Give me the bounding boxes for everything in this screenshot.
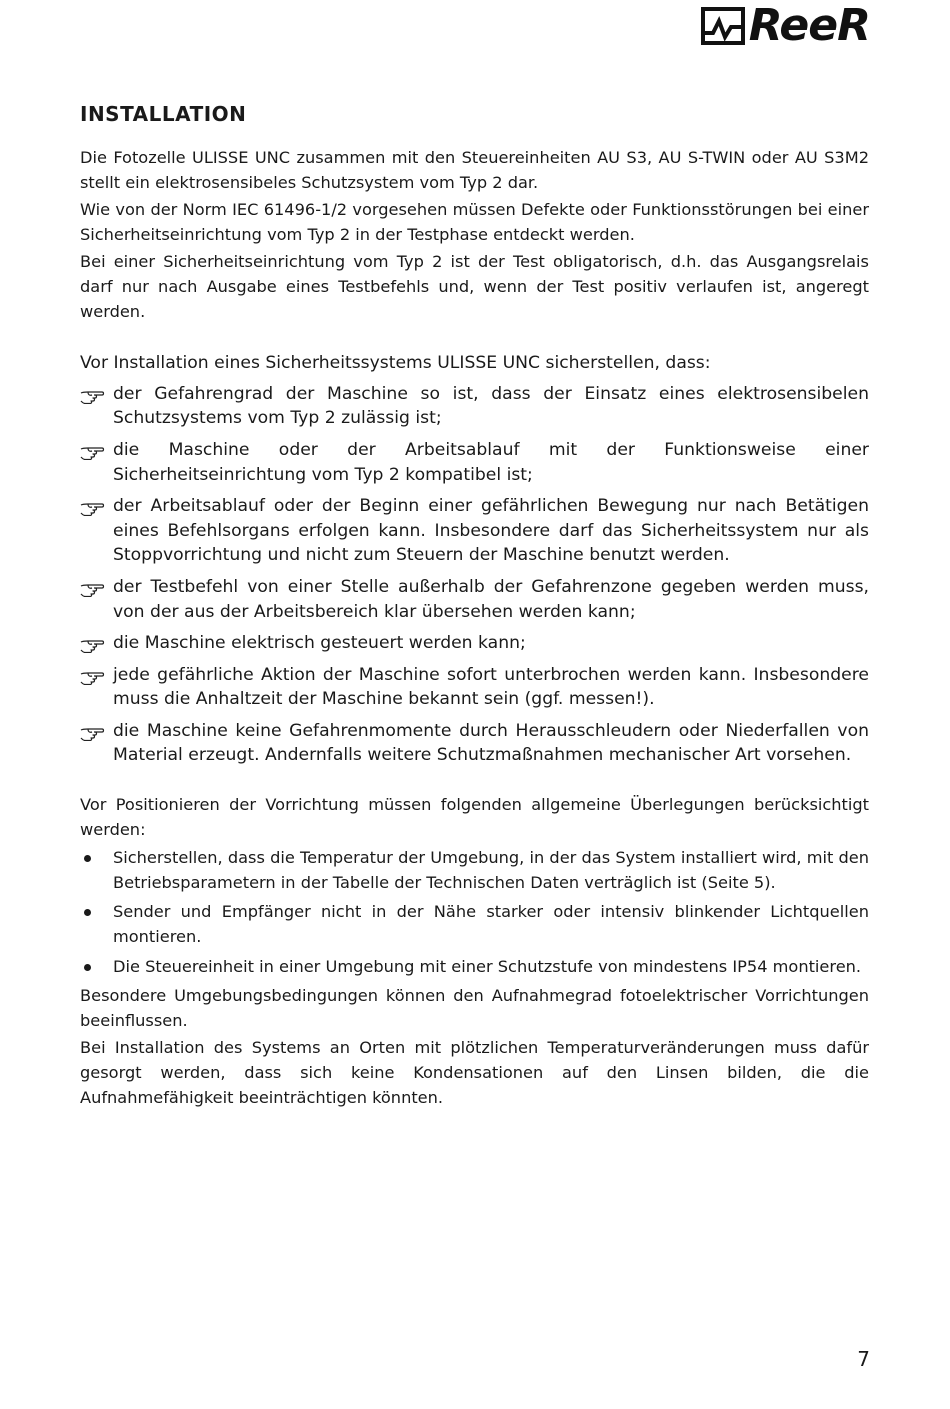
positioning-item-text: Die Steuereinheit in einer Umgebung mit einer Schutzstufe von mindestens IP54 montieren. <box>113 956 862 976</box>
bullet-icon <box>84 855 91 862</box>
pointing-hand-icon <box>80 581 106 597</box>
checklist-lead: Vor Installation eines Sicherheitssystems ULISSE UNC sicherstellen, dass: <box>80 353 711 374</box>
checklist-item <box>80 663 869 712</box>
reer-logo <box>701 0 870 51</box>
checklist-item <box>80 631 869 656</box>
checklist-item-text: die Maschine elektrisch gesteuert werden kann; <box>113 633 526 654</box>
positioning-item-text: Sender und Empfänger nicht in der Nähe starker oder intensiv blinkender Lichtquellen montieren. <box>113 902 869 947</box>
positioning-list <box>80 846 869 979</box>
pointing-hand-icon <box>80 725 106 741</box>
positioning-item <box>80 955 869 980</box>
spacer <box>80 327 869 351</box>
pointing-hand-icon <box>80 444 106 460</box>
page-number: 7 <box>857 1347 870 1371</box>
bullet-icon <box>84 964 91 971</box>
checklist-item-text: die Maschine oder der Arbeitsablauf mit der Funktionsweise einer Sicherheitseinrichtung vom Typ 2 kompatibel ist; <box>113 439 869 485</box>
intro-paragraph: Bei einer Sicherheitseinrichtung vom Typ 2 ist der Test obligatorisch, d.h. das Ausgangsrelais darf nur nach Ausgabe eines Testbefehls und, wenn der Test positiv verlaufen ist, angeregt werden. <box>80 252 869 321</box>
reer-logo-text: ReeR <box>748 0 870 51</box>
checklist <box>80 382 869 768</box>
positioning-item <box>80 846 869 895</box>
closing-paragraph: Bei Installation des Systems an Orten mit plötzlichen Temperaturveränderungen muss dafür gesorgt werden, dass sich keine Kondensationen auf den Linsen bilden, die die Aufnahmefähigkeit beeinträchtigen könnten. <box>80 1038 869 1107</box>
checklist-item-text: der Gefahrengrad der Maschine so ist, dass der Einsatz eines elektrosensibelen Schutzsystems vom Typ 2 zulässig ist; <box>113 383 869 429</box>
pointing-hand-icon <box>80 669 106 685</box>
pointing-hand-icon <box>80 388 106 404</box>
positioning-item-text: Sicherstellen, dass die Temperatur der Umgebung, in der das System installiert wird, mit den Betriebsparametern in der Tabelle der Technischen Daten verträglich ist (Seite 5). <box>113 848 869 892</box>
positioning-item <box>80 900 869 949</box>
checklist-item-text: der Testbefehl von einer Stelle außerhalb der Gefahrenzone gegeben werden muss, von der aus der Arbeitsbereich klar übersehen werden kann; <box>113 576 869 622</box>
checklist-item <box>80 719 869 768</box>
checklist-item <box>80 575 869 624</box>
pointing-hand-icon <box>80 637 106 653</box>
checklist-item-text: jede gefährliche Aktion der Maschine sofort unterbrochen werden kann. Insbesondere muss die Anhaltzeit der Maschine bekannt sein (ggf. messen!). <box>113 664 869 710</box>
page-content <box>80 100 869 1113</box>
checklist-item-text: der Arbeitsablauf oder der Beginn einer gefährlichen Bewegung nur nach Betätigen eines Befehlsorgans erfolgen kann. Insbesondere darf das Sicherheitssystem nur als Stoppvorrichtung und nicht zum Steuern der Maschine benutzt werden. <box>113 496 869 566</box>
bullet-icon <box>84 909 91 916</box>
spacer <box>80 775 869 793</box>
intro-paragraph: Die Fotozelle ULISSE UNC zusammen mit den Steuereinheiten AU S3, AU S-TWIN oder AU S3M2 stellt ein elektrosensibeles Schutzsystem vom Typ 2 dar. <box>80 148 869 192</box>
reer-logo-mark-icon <box>701 7 745 45</box>
pointing-hand-icon <box>80 500 106 516</box>
section-title: INSTALLATION <box>80 102 247 126</box>
intro-paragraph: Wie von der Norm IEC 61496-1/2 vorgesehen müssen Defekte oder Funktionsstörungen bei einer Sicherheitseinrichtung vom Typ 2 in der Testphase entdeckt werden. <box>80 200 869 244</box>
checklist-item <box>80 382 869 431</box>
checklist-item <box>80 494 869 568</box>
checklist-item <box>80 438 869 487</box>
closing-paragraph: Besondere Umgebungsbedingungen können den Aufnahmegrad fotoelektrischer Vorrichtungen beeinflussen. <box>80 986 869 1030</box>
positioning-lead: Vor Positionieren der Vorrichtung müssen folgenden allgemeine Überlegungen berücksichtigt werden: <box>80 795 869 839</box>
checklist-item-text: die Maschine keine Gefahrenmomente durch Herausschleudern oder Niederfallen von Material erzeugt. Andernfalls weitere Schutzmaßnahmen mechanischer Art vorsehen. <box>113 720 869 766</box>
